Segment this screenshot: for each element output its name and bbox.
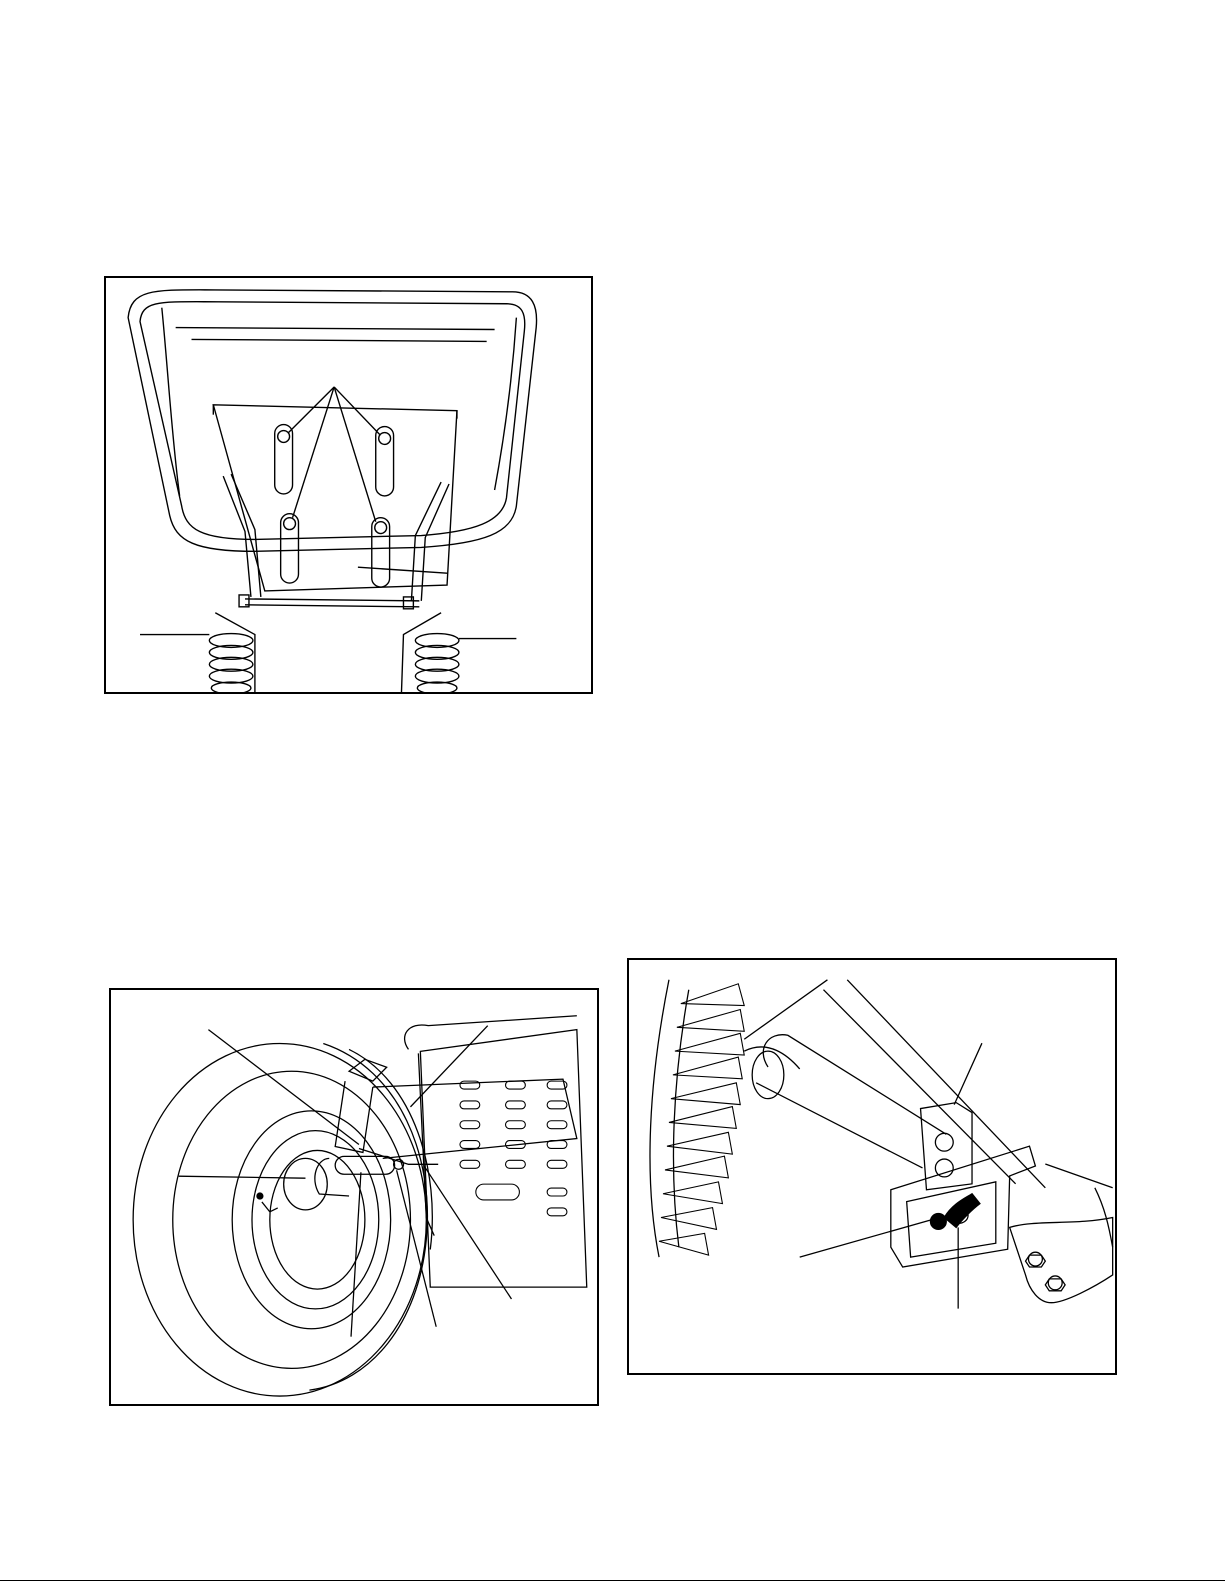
page-bottom-rule [0, 1580, 1225, 1581]
front-wheel-spindle-drawing [111, 990, 597, 1404]
hitch-bracket-drawing [629, 960, 1115, 1373]
front-wheel-spindle-figure [109, 988, 599, 1406]
seat-adjustment-drawing [106, 278, 591, 692]
seat-adjustment-figure [104, 276, 593, 694]
hitch-bracket-figure [627, 958, 1117, 1375]
